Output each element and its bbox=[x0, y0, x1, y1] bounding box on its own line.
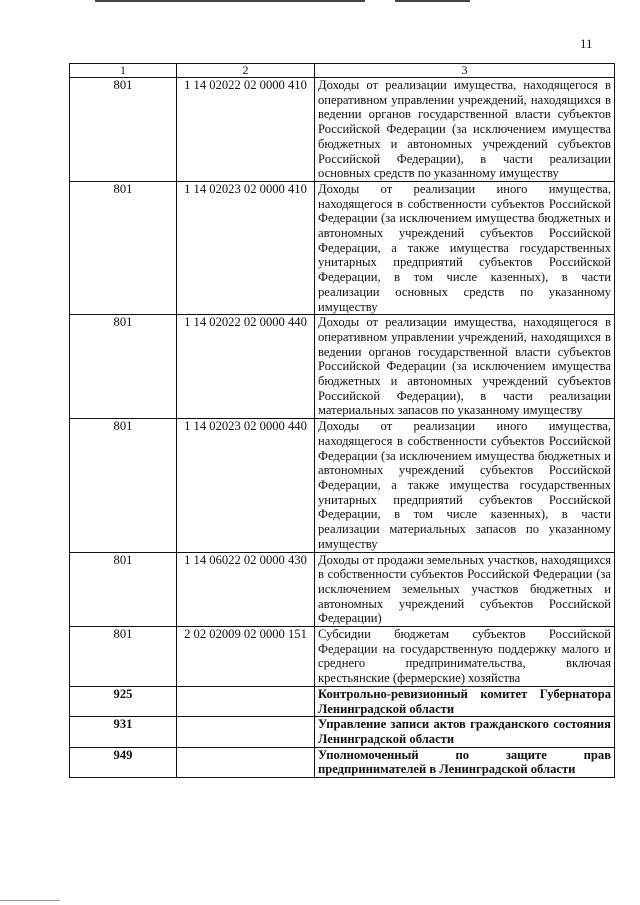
revenue-description-cell: Доходы от реализации иного имущества, находящегося в собственности субъектов Российской Федерации (за исключением имущества бюджетных и автономных учреждений субъектов Российской Федерации, а также имущества государственных унитарных предприятий субъектов Российской Федерации, в том числе казенных), в части реализации основных средств по указанному имуществу bbox=[315, 181, 615, 314]
column-number-3: 3 bbox=[315, 64, 615, 78]
top-scan-rule bbox=[395, 0, 470, 2]
administrator-code-cell: 801 bbox=[70, 552, 177, 627]
top-scan-rule bbox=[95, 0, 365, 2]
revenue-description-cell: Субсидии бюджетам субъектов Российской Федерации на государственную поддержку малого и среднего предпринимательства, включая крестьянские (фермерские) хозяйства bbox=[315, 627, 615, 687]
table-row bbox=[70, 686, 615, 716]
column-number-2: 2 bbox=[177, 64, 315, 78]
page-number: 11 bbox=[580, 36, 593, 51]
revenue-description-cell: Доходы от продажи земельных участков, находящихся в собственности субъектов Российской Федерации (за исключением земельных участков бюджетных и автономных учреждений субъектов Российской Федерации) bbox=[315, 552, 615, 627]
revenue-description-cell: Доходы от реализации имущества, находящегося в оперативном управлении учреждений, находящихся в ведении органов государственной власти субъектов Российской Федерации (за исключением имущества бюджетных и автономных учреждений субъектов Российской Федерации), в части реализации материальных запасов по указанному имуществу bbox=[315, 315, 615, 419]
budget-classification-code-cell bbox=[177, 747, 315, 777]
budget-classification-code-cell: 1 14 06022 02 0000 430 bbox=[177, 552, 315, 627]
budget-classification-code-cell: 1 14 02023 02 0000 440 bbox=[177, 419, 315, 552]
table-row bbox=[70, 552, 615, 627]
table-header-row bbox=[70, 64, 615, 78]
table-row bbox=[70, 627, 615, 687]
scan-corner-line bbox=[0, 900, 60, 901]
budget-classification-code-cell: 1 14 02022 02 0000 410 bbox=[177, 78, 315, 182]
budget-classification-code-cell: 2 02 02009 02 0000 151 bbox=[177, 627, 315, 687]
budget-classification-code-cell bbox=[177, 717, 315, 747]
revenue-description-cell: Доходы от реализации иного имущества, находящегося в собственности субъектов Российской Федерации (за исключением имущества бюджетных и автономных учреждений субъектов Российской Федерации, а также имущества государственных унитарных предприятий субъектов Российской Федерации, в том числе казенных), в части реализации материальных запасов по указанному имуществу bbox=[315, 419, 615, 552]
table-row bbox=[70, 78, 615, 182]
revenue-codes-table bbox=[69, 63, 615, 778]
revenue-description-cell: Уполномоченный по защите прав предпринимателей в Ленинградской области bbox=[315, 747, 615, 777]
administrator-code-cell: 801 bbox=[70, 419, 177, 552]
table-row bbox=[70, 419, 615, 552]
administrator-code-cell: 801 bbox=[70, 627, 177, 687]
administrator-code-cell: 801 bbox=[70, 78, 177, 182]
budget-classification-code-cell: 1 14 02022 02 0000 440 bbox=[177, 315, 315, 419]
administrator-code-cell: 931 bbox=[70, 717, 177, 747]
table-row bbox=[70, 717, 615, 747]
administrator-code-cell: 801 bbox=[70, 181, 177, 314]
revenue-description-cell: Управление записи актов гражданского состояния Ленинградской области bbox=[315, 717, 615, 747]
budget-classification-code-cell: 1 14 02023 02 0000 410 bbox=[177, 181, 315, 314]
administrator-code-cell: 949 bbox=[70, 747, 177, 777]
table-row bbox=[70, 181, 615, 314]
budget-classification-code-cell bbox=[177, 686, 315, 716]
table-row bbox=[70, 747, 615, 777]
table-row bbox=[70, 315, 615, 419]
administrator-code-cell: 925 bbox=[70, 686, 177, 716]
administrator-code-cell: 801 bbox=[70, 315, 177, 419]
revenue-description-cell: Доходы от реализации имущества, находящегося в оперативном управлении учреждений, находящихся в ведении органов государственной власти субъектов Российской Федерации (за исключением имущества бюджетных и автономных учреждений субъектов Российской Федерации), в части реализации основных средств по указанному имуществу bbox=[315, 78, 615, 182]
revenue-description-cell: Контрольно-ревизионный комитет Губернатора Ленинградской области bbox=[315, 686, 615, 716]
column-number-1: 1 bbox=[70, 64, 177, 78]
